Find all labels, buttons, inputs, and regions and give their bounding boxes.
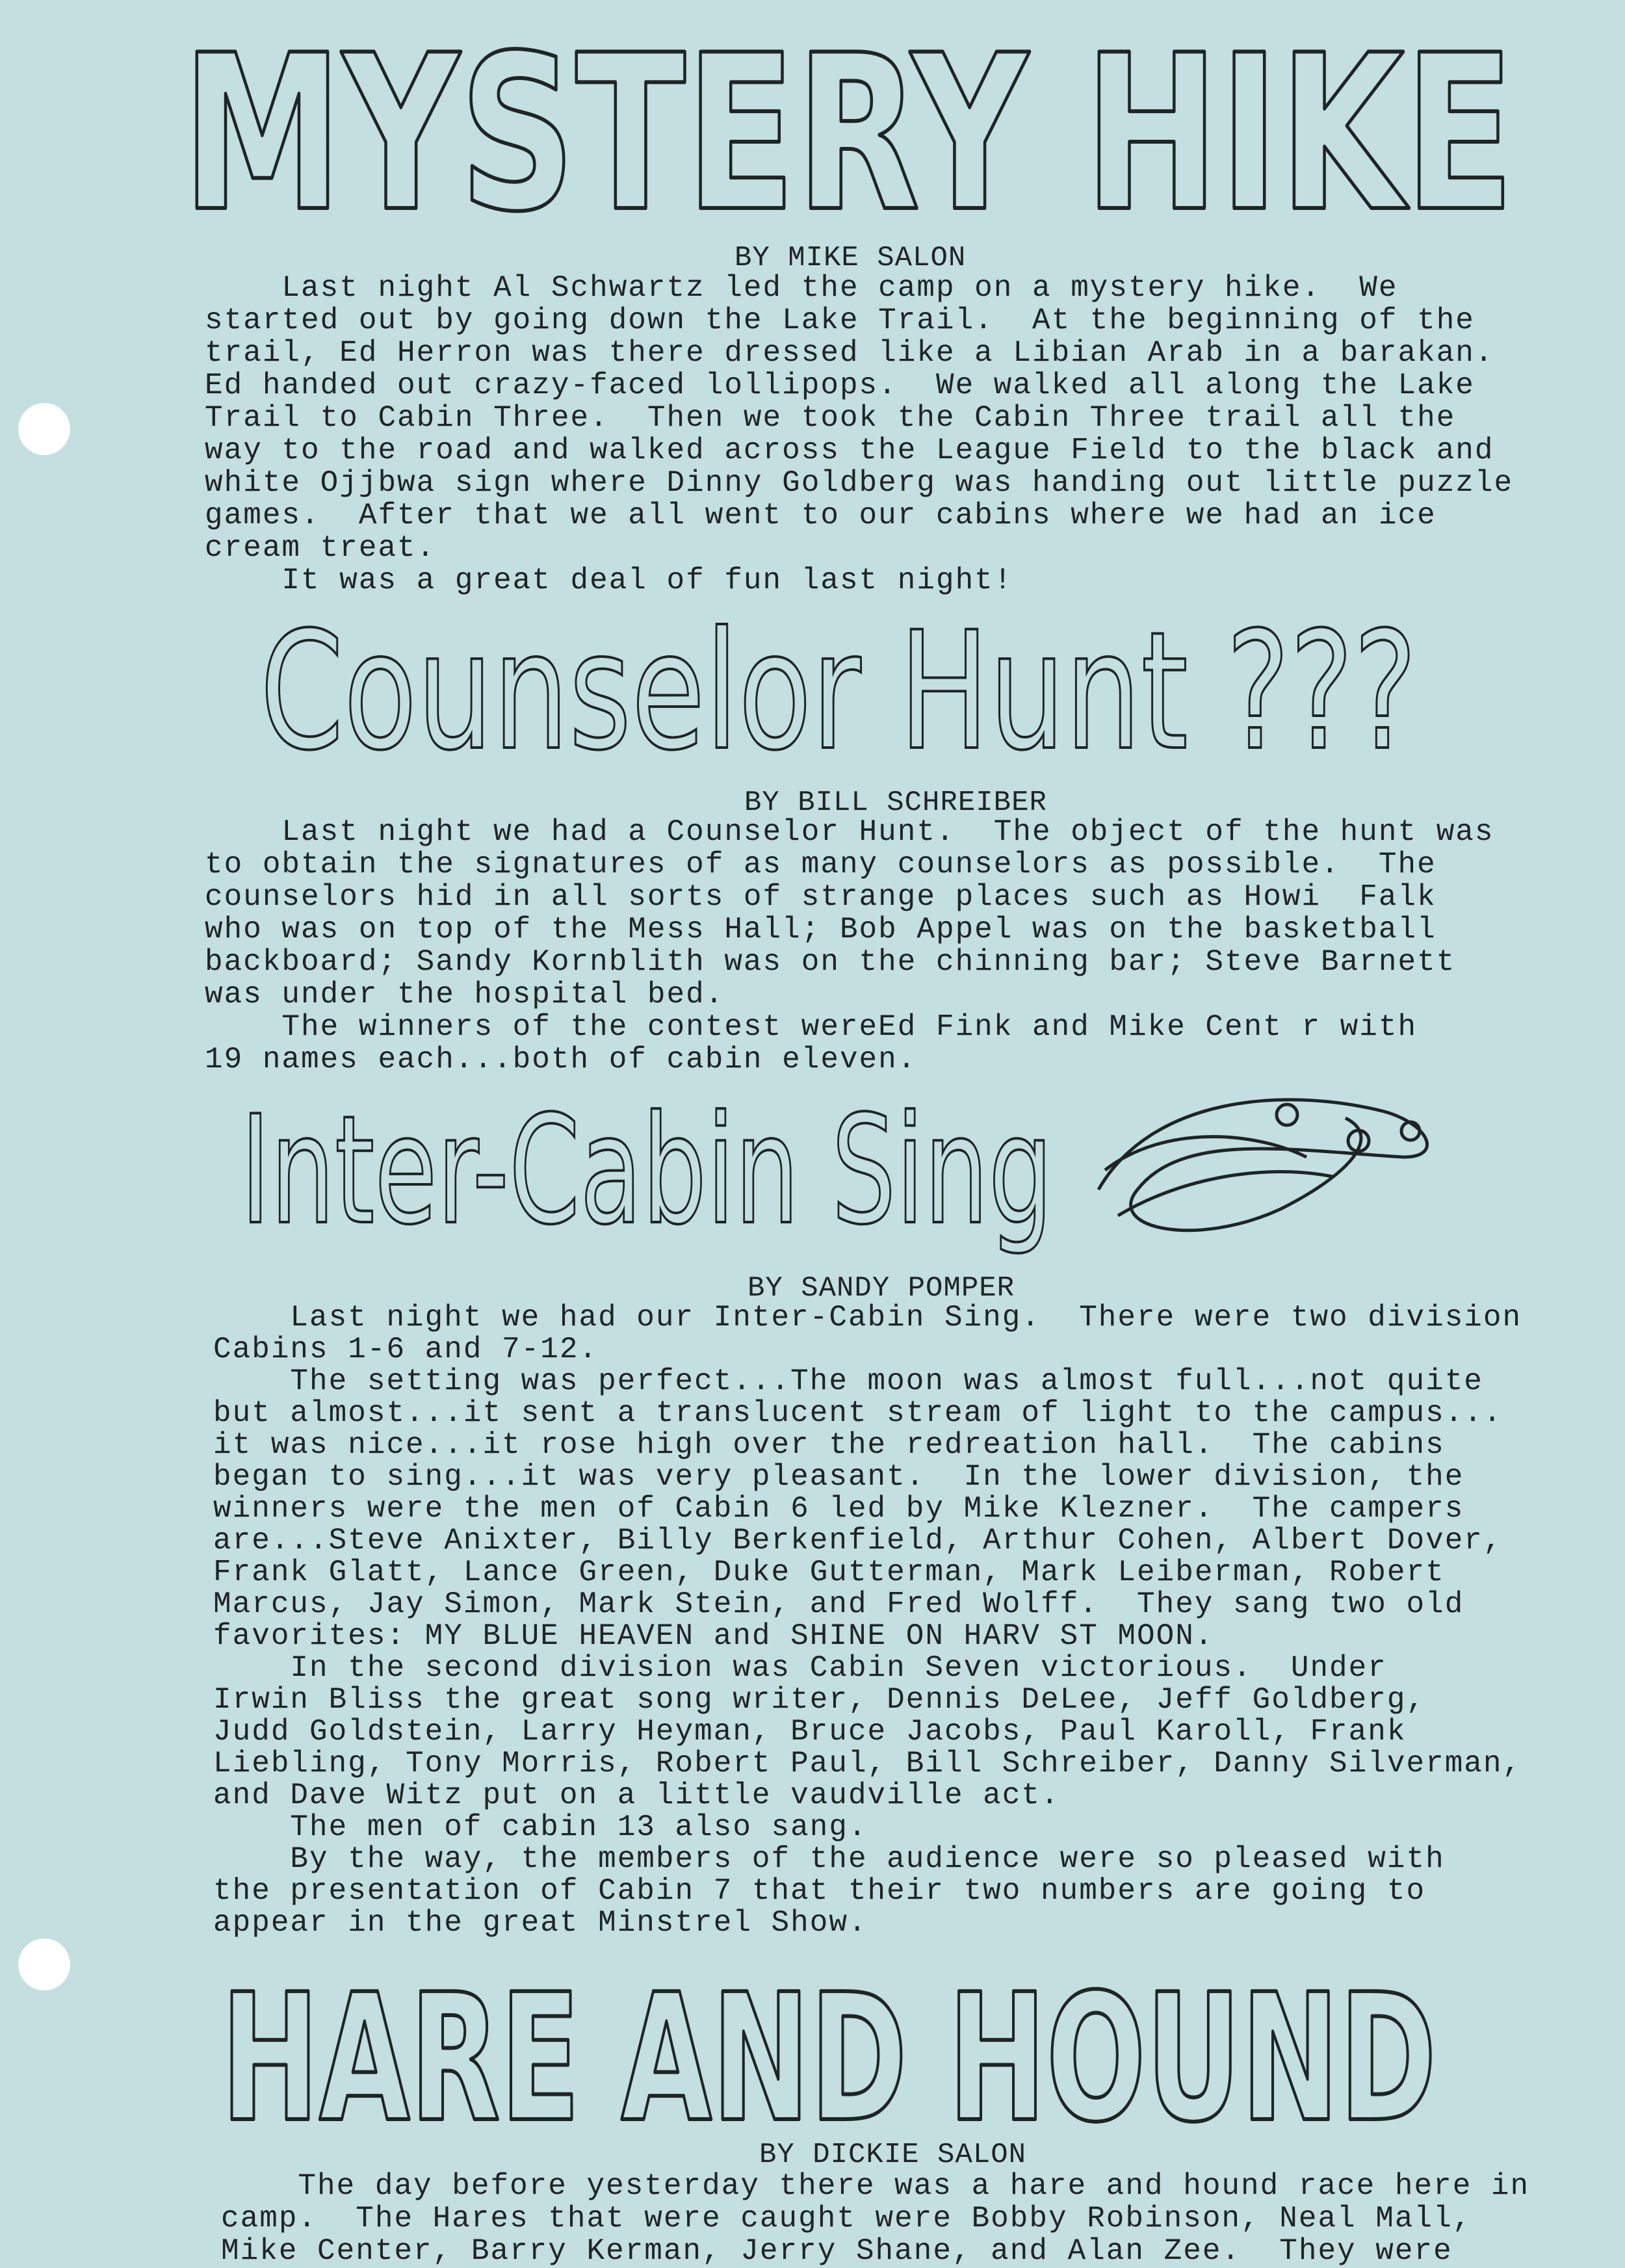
- article-line: trail, Ed Herron was there dressed like a Libian Arab in a barakan.: [205, 336, 1494, 370]
- music-notes-icon: [1098, 1100, 1427, 1231]
- article-line: it was nice...it rose high over the redreation hall. The cabins: [213, 1428, 1445, 1462]
- article-line: camp. The Hares that were caught were Bobby Robinson, Neal Mall,: [221, 2202, 1472, 2235]
- inter-cabin-sing-headline-text: Inter-Cabin Sing: [240, 1084, 1053, 1258]
- mystery-hike-headline: [182, 9, 1521, 273]
- article-line: started out by going down the Lake Trail. At the beginning of the: [205, 304, 1475, 337]
- byline-inter-cabin-sing: BY SANDY POMPER: [748, 1272, 1015, 1305]
- article-line: The setting was perfect...The moon was almost full...not quite: [213, 1364, 1483, 1398]
- article-line: the presentation of Cabin 7 that their two numbers are going to: [213, 1874, 1426, 1908]
- article-line: who was on top of the Mess Hall; Bob Appel was on the basketball: [205, 913, 1436, 946]
- article-line: Cabins 1-6 and 7-12.: [213, 1333, 599, 1366]
- article-line: Judd Goldstein, Larry Heyman, Bruce Jacobs, Paul Karoll, Frank: [213, 1715, 1407, 1749]
- punch-hole-top: [18, 403, 70, 455]
- article-line: counselors hid in all sorts of strange places such as Howi Falk: [205, 880, 1436, 914]
- hare-and-hound-headline: [221, 1934, 1443, 2161]
- article-line: Marcus, Jay Simon, Mark Stein, and Fred Wolff. They sang two old: [213, 1587, 1464, 1621]
- counselor-hunt-headline-text: Counselor Hunt ???: [260, 597, 1417, 786]
- article-line: way to the road and walked across the League Field to the black and: [205, 434, 1494, 467]
- article-line: was under the hospital bed.: [205, 978, 725, 1011]
- article-line: games. After that we all went to our cabins where we had an ice: [205, 499, 1436, 532]
- article-line: backboard; Sandy Kornblith was on the chinning bar; Steve Barnett: [205, 945, 1456, 979]
- article-line: appear in the great Minstrel Show.: [213, 1906, 868, 1940]
- article-line: Ed handed out crazy-faced lollipops. We walked all along the Lake: [205, 369, 1475, 402]
- byline-mystery-hike: BY MIKE SALON: [734, 242, 967, 274]
- article-line: white Ojjbwa sign where Dinny Goldberg was handing out little puzzle: [205, 466, 1514, 500]
- article-line: By the way, the members of the audience were so pleased with: [213, 1842, 1445, 1876]
- article-line: The men of cabin 13 also sang.: [213, 1810, 868, 1844]
- article-line: began to sing...it was very pleasant. In the lower division, the: [213, 1460, 1464, 1494]
- counselor-hunt-headline: [260, 579, 1430, 793]
- article-line: Last night Al Schwartz led the camp on a mystery hike. We: [205, 271, 1398, 305]
- inter-cabin-sing-headline: [240, 1060, 1456, 1274]
- article-line: Irwin Bliss the great song writer, Dennis DeLee, Jeff Goldberg,: [213, 1683, 1426, 1717]
- byline-counselor-hunt: BY BILL SCHREIBER: [744, 787, 1047, 819]
- article-line: but almost...it sent a translucent stream of light to the campus...: [213, 1396, 1503, 1430]
- article-line: Last night we had a Counselor Hunt. The object of the hunt was: [205, 815, 1494, 849]
- article-line: favorites: MY BLUE HEAVEN and SHINE ON HARV ST MOON.: [213, 1619, 1214, 1653]
- article-line: Frank Glatt, Lance Green, Duke Gutterman, Mark Leiberman, Robert: [213, 1556, 1445, 1589]
- article-line: In the second division was Cabin Seven victorious. Under: [213, 1651, 1387, 1685]
- article-line: and Dave Witz put on a little vaudville act.: [213, 1779, 1060, 1812]
- article-line: It was a great deal of fun last night!: [205, 564, 1013, 597]
- article-line: Trail to Cabin Three. Then we took the Cabin Three trail all the: [205, 401, 1456, 435]
- article-line: Liebling, Tony Morris, Robert Paul, Bill Schreiber, Danny Silverman,: [213, 1747, 1522, 1780]
- punch-hole-bottom: [18, 1938, 70, 1990]
- article-line: The winners of the contest wereEd Fink and Mike Cent r with: [205, 1010, 1418, 1044]
- byline-hare-and-hound: BY DICKIE SALON: [759, 2139, 1027, 2171]
- article-line: are...Steve Anixter, Billy Berkenfield, Arthur Cohen, Albert Dover,: [213, 1524, 1503, 1558]
- article-line: 19 names each...both of cabin eleven.: [205, 1043, 917, 1076]
- mystery-hike-headline-text: MYSTERY HIKE: [182, 9, 1514, 259]
- article-line: to obtain the signatures of as many counselors as possible. The: [205, 848, 1436, 881]
- article-line: Last night we had our Inter-Cabin Sing. There were two division: [213, 1301, 1522, 1335]
- hare-and-hound-headline-text: HARE AND HOUND: [221, 1956, 1436, 2161]
- article-line: cream treat.: [205, 531, 436, 565]
- article-line: Mike Center, Barry Kerman, Jerry Shane, and Alan Zee. They were: [221, 2234, 1453, 2268]
- article-line: winners were the men of Cabin 6 led by Mike Klezner. The campers: [213, 1492, 1464, 1526]
- article-line: The day before yesterday there was a hare and hound race here in: [221, 2169, 1530, 2203]
